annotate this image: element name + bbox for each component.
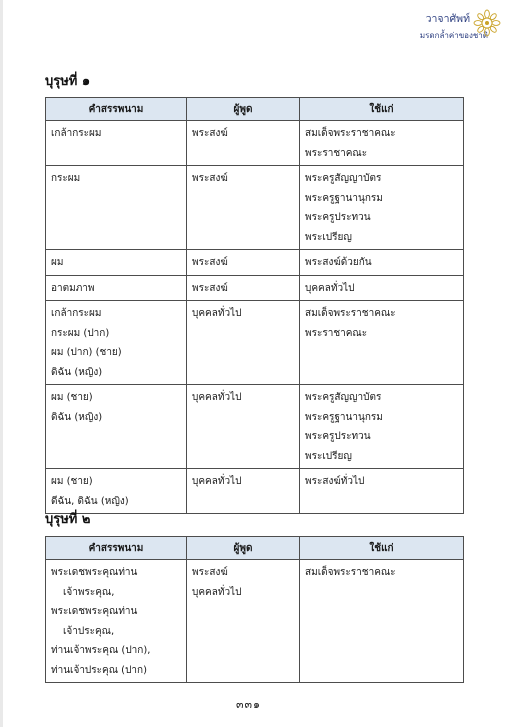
used-for-cell: พระสงฆ์ด้วยกัน <box>300 250 464 276</box>
table-row <box>46 301 464 385</box>
speaker-cell: พระสงฆ์ บุคคลทั่วไป <box>187 560 300 683</box>
column-header-used-for: ใช้แก่ <box>300 537 464 560</box>
pronoun-cell: ผม <box>46 250 187 276</box>
speaker-cell: พระสงฆ์ <box>187 275 300 301</box>
pronoun-cell: พระเดชพระคุณท่าน เจ้าพระคุณ, พระเดชพระคุณท่าน เจ้าประคุณ, ท่านเจ้าพระคุณ (ปาก), ท่านเจ้าประคุณ (ปาก) <box>46 560 187 683</box>
brand-title: วาจาศัพท์ <box>425 13 470 25</box>
column-header-speaker: ผู้พูด <box>187 537 300 560</box>
used-for-cell: พระครูสัญญาบัตร พระครูฐานานุกรม พระครูประทวน พระเปรียญ <box>300 166 464 250</box>
used-for-cell: บุคคลทั่วไป <box>300 275 464 301</box>
column-header-pronoun: คำสรรพนาม <box>46 537 187 560</box>
table-row <box>46 560 464 683</box>
column-header-pronoun: คำสรรพนาม <box>46 98 187 121</box>
table-row <box>46 121 464 166</box>
first-person-table <box>45 97 464 514</box>
brand-subtitle: มรดกล้ำค่าของชาติ <box>419 31 488 40</box>
table-row <box>46 385 464 469</box>
column-header-speaker: ผู้พูด <box>187 98 300 121</box>
table-row <box>46 250 464 276</box>
speaker-cell: พระสงฆ์ <box>187 121 300 166</box>
pronoun-cell: ผม (ชาย) ดีฉัน, ดิฉัน (หญิง) <box>46 469 187 514</box>
used-for-cell: พระสงฆ์ทั่วไป <box>300 469 464 514</box>
pronoun-cell: เกล้ากระผม <box>46 121 187 166</box>
speaker-cell: บุคคลทั่วไป <box>187 301 300 385</box>
pronoun-cell: อาตมภาพ <box>46 275 187 301</box>
table-header-row <box>46 98 464 121</box>
section-title-second-person: บุรุษที่ ๒ <box>45 512 91 527</box>
pronoun-cell: เกล้ากระผม กระผม (ปาก) ผม (ปาก) (ชาย) ดิฉัน (หญิง) <box>46 301 187 385</box>
used-for-cell: สมเด็จพระราชาคณะ พระราชาคณะ <box>300 121 464 166</box>
used-for-cell: สมเด็จพระราชาคณะ พระราชาคณะ <box>300 301 464 385</box>
second-person-table <box>45 536 464 683</box>
page-number: ๓๓๑ <box>236 698 262 711</box>
pronoun-cell: กระผม <box>46 166 187 250</box>
sunflower-emblem-icon <box>472 8 502 38</box>
table-row <box>46 166 464 250</box>
table-row <box>46 469 464 514</box>
section-title-first-person: บุรุษที่ ๑ <box>45 74 91 89</box>
speaker-cell: บุคคลทั่วไป <box>187 469 300 514</box>
used-for-cell: พระครูสัญญาบัตร พระครูฐานานุกรม พระครูประทวน พระเปรียญ <box>300 385 464 469</box>
table-row <box>46 275 464 301</box>
table-header-row <box>46 537 464 560</box>
speaker-cell: พระสงฆ์ <box>187 166 300 250</box>
used-for-cell: สมเด็จพระราชาคณะ <box>300 560 464 683</box>
header-brand <box>420 8 502 48</box>
page-edge <box>0 0 3 727</box>
pronoun-cell: ผม (ชาย) ดิฉัน (หญิง) <box>46 385 187 469</box>
speaker-cell: บุคคลทั่วไป <box>187 385 300 469</box>
column-header-used-for: ใช้แก่ <box>300 98 464 121</box>
speaker-cell: พระสงฆ์ <box>187 250 300 276</box>
